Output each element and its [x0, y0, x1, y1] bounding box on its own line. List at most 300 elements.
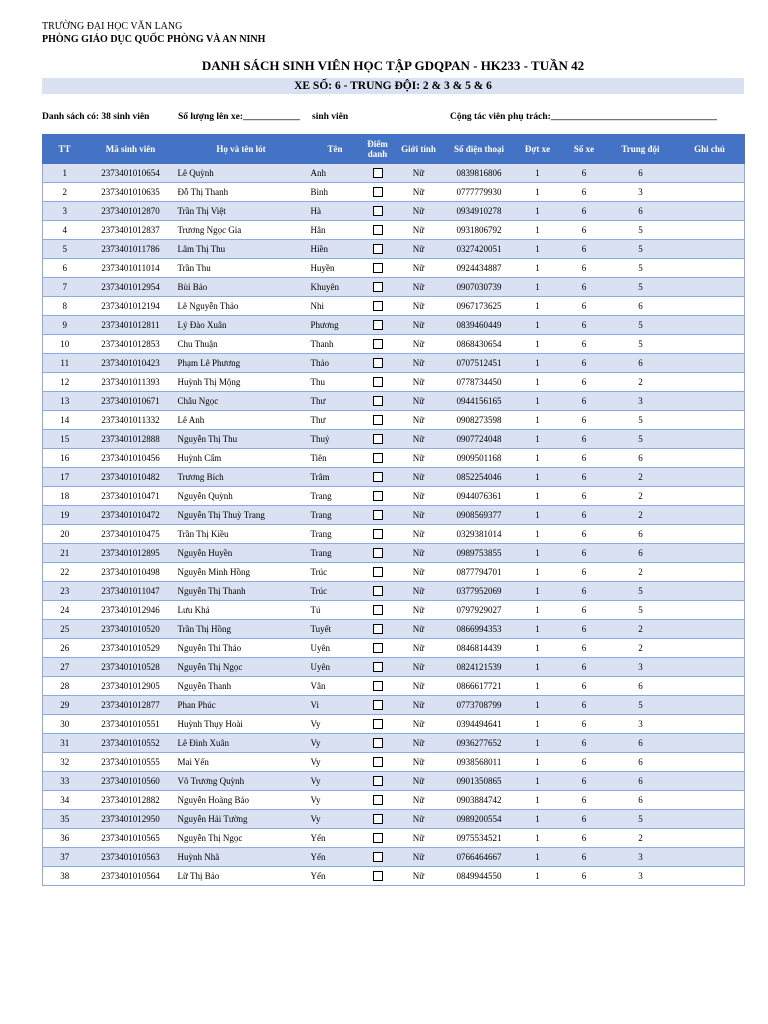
cell-trip: 1 [514, 696, 562, 715]
cell-first-name: Yến [308, 848, 363, 867]
cell-first-name: Vy [308, 734, 363, 753]
attendance-checkbox[interactable] [373, 681, 383, 691]
cell-phone: 0967173625 [445, 297, 514, 316]
cell-attendance [363, 240, 393, 259]
cell-attendance [363, 677, 393, 696]
cell-bus-no: 6 [562, 468, 607, 487]
cell-first-name: Hiền [308, 240, 363, 259]
table-row [43, 335, 745, 354]
cell-phone: 0931806792 [445, 221, 514, 240]
cell-student-id: 2373401011786 [87, 240, 175, 259]
cell-gender: Nữ [393, 354, 445, 373]
cell-tt: 35 [43, 810, 87, 829]
cell-bus-no: 6 [562, 183, 607, 202]
attendance-checkbox[interactable] [373, 871, 383, 881]
cell-surname: Nguyễn Thị Thu [175, 430, 308, 449]
cell-surname: Trần Thị Kiều [175, 525, 308, 544]
cell-platoon: 5 [607, 335, 675, 354]
cell-gender: Nữ [393, 316, 445, 335]
cell-first-name: Thuỷ [308, 430, 363, 449]
col-header: Họ và tên lót [175, 135, 308, 164]
cell-gender: Nữ [393, 449, 445, 468]
cell-note [675, 335, 745, 354]
cell-platoon: 5 [607, 278, 675, 297]
attendance-checkbox[interactable] [373, 624, 383, 634]
cell-gender: Nữ [393, 259, 445, 278]
cell-trip: 1 [514, 677, 562, 696]
table-row [43, 411, 745, 430]
cell-phone: 0766464667 [445, 848, 514, 867]
cell-gender: Nữ [393, 829, 445, 848]
table-row [43, 582, 745, 601]
cell-tt: 12 [43, 373, 87, 392]
cell-phone: 0778734450 [445, 373, 514, 392]
attendance-checkbox[interactable] [373, 529, 383, 539]
table-row [43, 183, 745, 202]
cell-note [675, 506, 745, 525]
cell-attendance [363, 715, 393, 734]
cell-tt: 27 [43, 658, 87, 677]
cell-phone: 0866994353 [445, 620, 514, 639]
cell-note [675, 677, 745, 696]
cell-attendance [363, 810, 393, 829]
cell-gender: Nữ [393, 468, 445, 487]
cell-student-id: 2373401010552 [87, 734, 175, 753]
cell-student-id: 2373401010564 [87, 867, 175, 886]
cell-note [675, 658, 745, 677]
cell-student-id: 2373401012837 [87, 221, 175, 240]
attendance-checkbox[interactable] [373, 567, 383, 577]
cell-first-name: Tiên [308, 449, 363, 468]
cell-tt: 8 [43, 297, 87, 316]
cell-gender: Nữ [393, 734, 445, 753]
cell-trip: 1 [514, 392, 562, 411]
cell-first-name: Vi [308, 696, 363, 715]
cell-gender: Nữ [393, 601, 445, 620]
list-count: Danh sách có: 38 sinh viên [42, 112, 150, 122]
cell-trip: 1 [514, 810, 562, 829]
cell-bus-no: 6 [562, 240, 607, 259]
table-row [43, 430, 745, 449]
bus-count-field: Số lượng lên xe:____________ [178, 112, 301, 122]
cell-first-name: Trúc [308, 563, 363, 582]
cell-student-id: 2373401010472 [87, 506, 175, 525]
attendance-checkbox[interactable] [373, 605, 383, 615]
cell-phone: 0866617721 [445, 677, 514, 696]
cell-phone: 0777779930 [445, 183, 514, 202]
cell-note [675, 829, 745, 848]
cell-student-id: 2373401010563 [87, 848, 175, 867]
cell-attendance [363, 696, 393, 715]
cell-attendance [363, 316, 393, 335]
cell-gender: Nữ [393, 430, 445, 449]
cell-trip: 1 [514, 202, 562, 221]
table-row [43, 278, 745, 297]
attendance-checkbox[interactable] [373, 301, 383, 311]
cell-note [675, 601, 745, 620]
cell-first-name: Trâm [308, 468, 363, 487]
cell-bus-no: 6 [562, 563, 607, 582]
table-row [43, 772, 745, 791]
cell-platoon: 3 [607, 867, 675, 886]
cell-student-id: 2373401011393 [87, 373, 175, 392]
cell-bus-no: 6 [562, 278, 607, 297]
table-row [43, 848, 745, 867]
cell-note [675, 791, 745, 810]
table-row [43, 487, 745, 506]
cell-first-name: Tuyết [308, 620, 363, 639]
attendance-checkbox[interactable] [373, 510, 383, 520]
cell-phone: 0868430654 [445, 335, 514, 354]
table-row [43, 810, 745, 829]
attendance-checkbox[interactable] [373, 415, 383, 425]
cell-first-name: Uyên [308, 658, 363, 677]
cell-student-id: 2373401010671 [87, 392, 175, 411]
cell-attendance [363, 563, 393, 582]
cell-trip: 1 [514, 829, 562, 848]
collaborator-field: Cộng tác viên phụ trách:___________________________________ [450, 112, 718, 122]
cell-attendance [363, 620, 393, 639]
cell-bus-no: 6 [562, 316, 607, 335]
cell-platoon: 3 [607, 658, 675, 677]
cell-gender: Nữ [393, 791, 445, 810]
cell-trip: 1 [514, 240, 562, 259]
cell-phone: 0377952069 [445, 582, 514, 601]
cell-attendance [363, 392, 393, 411]
cell-note [675, 411, 745, 430]
cell-attendance [363, 791, 393, 810]
cell-attendance [363, 335, 393, 354]
cell-phone: 0824121539 [445, 658, 514, 677]
cell-gender: Nữ [393, 240, 445, 259]
cell-platoon: 6 [607, 677, 675, 696]
col-header: TT [43, 135, 87, 164]
cell-note [675, 639, 745, 658]
cell-gender: Nữ [393, 753, 445, 772]
cell-surname: Lý Đào Xuân [175, 316, 308, 335]
cell-trip: 1 [514, 753, 562, 772]
attendance-checkbox[interactable] [373, 719, 383, 729]
cell-phone: 0989200554 [445, 810, 514, 829]
cell-tt: 18 [43, 487, 87, 506]
cell-platoon: 3 [607, 848, 675, 867]
attendance-checkbox[interactable] [373, 168, 383, 178]
cell-trip: 1 [514, 221, 562, 240]
cell-first-name: Vy [308, 715, 363, 734]
cell-trip: 1 [514, 658, 562, 677]
cell-student-id: 2373401012895 [87, 544, 175, 563]
cell-platoon: 6 [607, 297, 675, 316]
attendance-checkbox[interactable] [373, 453, 383, 463]
attendance-checkbox[interactable] [373, 738, 383, 748]
cell-bus-no: 6 [562, 259, 607, 278]
cell-note [675, 772, 745, 791]
cell-surname: Nguyễn Minh Hồng [175, 563, 308, 582]
attendance-checkbox[interactable] [373, 662, 383, 672]
cell-attendance [363, 183, 393, 202]
cell-bus-no: 6 [562, 335, 607, 354]
cell-bus-no: 6 [562, 487, 607, 506]
cell-note [675, 582, 745, 601]
cell-tt: 26 [43, 639, 87, 658]
attendance-checkbox[interactable] [373, 548, 383, 558]
cell-student-id: 2373401010529 [87, 639, 175, 658]
cell-bus-no: 6 [562, 544, 607, 563]
cell-bus-no: 6 [562, 658, 607, 677]
cell-note [675, 734, 745, 753]
cell-surname: Mai Yến [175, 753, 308, 772]
cell-attendance [363, 829, 393, 848]
cell-attendance [363, 544, 393, 563]
cell-note [675, 373, 745, 392]
cell-attendance [363, 202, 393, 221]
cell-note [675, 183, 745, 202]
table-row [43, 791, 745, 810]
attendance-checkbox[interactable] [373, 700, 383, 710]
cell-surname: Phạm Lê Phương [175, 354, 308, 373]
attendance-checkbox[interactable] [373, 434, 383, 444]
cell-note [675, 449, 745, 468]
cell-note [675, 563, 745, 582]
cell-surname: Trần Thị Hồng [175, 620, 308, 639]
cell-platoon: 3 [607, 392, 675, 411]
cell-first-name: Vân [308, 677, 363, 696]
cell-platoon: 3 [607, 715, 675, 734]
table-row [43, 297, 745, 316]
cell-tt: 6 [43, 259, 87, 278]
cell-bus-no: 6 [562, 791, 607, 810]
cell-student-id: 2373401011047 [87, 582, 175, 601]
cell-surname: Nguyễn Thị Ngọc [175, 829, 308, 848]
cell-trip: 1 [514, 582, 562, 601]
cell-student-id: 2373401010471 [87, 487, 175, 506]
cell-student-id: 2373401012946 [87, 601, 175, 620]
table-row [43, 373, 745, 392]
cell-platoon: 6 [607, 791, 675, 810]
cell-attendance [363, 867, 393, 886]
attendance-checkbox[interactable] [373, 852, 383, 862]
cell-attendance [363, 582, 393, 601]
cell-first-name: Vy [308, 810, 363, 829]
cell-first-name: Yến [308, 829, 363, 848]
cell-tt: 33 [43, 772, 87, 791]
document-title: DANH SÁCH SINH VIÊN HỌC TẬP GDQPAN - HK233 - TUẦN 42 [201, 58, 585, 73]
cell-trip: 1 [514, 506, 562, 525]
cell-bus-no: 6 [562, 829, 607, 848]
cell-note [675, 316, 745, 335]
attendance-checkbox[interactable] [373, 757, 383, 767]
cell-surname: Phan Phúc [175, 696, 308, 715]
cell-attendance [363, 753, 393, 772]
cell-attendance [363, 164, 393, 183]
cell-trip: 1 [514, 601, 562, 620]
col-header: Ghi chú [675, 135, 745, 164]
cell-surname: Trương Ngọc Gia [175, 221, 308, 240]
cell-attendance [363, 848, 393, 867]
cell-tt: 32 [43, 753, 87, 772]
cell-tt: 30 [43, 715, 87, 734]
attendance-checkbox[interactable] [373, 358, 383, 368]
cell-platoon: 2 [607, 373, 675, 392]
cell-bus-no: 6 [562, 297, 607, 316]
attendance-checkbox[interactable] [373, 225, 383, 235]
cell-gender: Nữ [393, 620, 445, 639]
attendance-checkbox[interactable] [373, 795, 383, 805]
cell-platoon: 2 [607, 563, 675, 582]
cell-first-name: Trang [308, 487, 363, 506]
cell-note [675, 430, 745, 449]
table-row [43, 715, 745, 734]
cell-bus-no: 6 [562, 753, 607, 772]
table-row [43, 525, 745, 544]
cell-platoon: 5 [607, 810, 675, 829]
cell-gender: Nữ [393, 335, 445, 354]
cell-tt: 23 [43, 582, 87, 601]
attendance-checkbox[interactable] [373, 491, 383, 501]
cell-phone: 0944076361 [445, 487, 514, 506]
cell-first-name: Yến [308, 867, 363, 886]
cell-tt: 20 [43, 525, 87, 544]
attendance-checkbox[interactable] [373, 643, 383, 653]
cell-trip: 1 [514, 354, 562, 373]
cell-gender: Nữ [393, 772, 445, 791]
cell-bus-no: 6 [562, 848, 607, 867]
table-row [43, 221, 745, 240]
cell-phone: 0901350865 [445, 772, 514, 791]
attendance-checkbox[interactable] [373, 586, 383, 596]
attendance-checkbox[interactable] [373, 339, 383, 349]
cell-platoon: 5 [607, 221, 675, 240]
cell-phone: 0936277652 [445, 734, 514, 753]
cell-student-id: 2373401012882 [87, 791, 175, 810]
attendance-checkbox[interactable] [373, 377, 383, 387]
cell-bus-no: 6 [562, 506, 607, 525]
cell-platoon: 2 [607, 506, 675, 525]
attendance-checkbox[interactable] [373, 320, 383, 330]
cell-first-name: Vy [308, 791, 363, 810]
cell-attendance [363, 772, 393, 791]
attendance-checkbox[interactable] [373, 206, 383, 216]
cell-platoon: 2 [607, 487, 675, 506]
cell-trip: 1 [514, 525, 562, 544]
cell-note [675, 202, 745, 221]
cell-phone: 0924434887 [445, 259, 514, 278]
cell-trip: 1 [514, 487, 562, 506]
table-row [43, 468, 745, 487]
attendance-checkbox[interactable] [373, 472, 383, 482]
cell-platoon: 6 [607, 525, 675, 544]
table-row [43, 620, 745, 639]
cell-trip: 1 [514, 468, 562, 487]
cell-surname: Bùi Bảo [175, 278, 308, 297]
cell-bus-no: 6 [562, 411, 607, 430]
table-row [43, 544, 745, 563]
cell-tt: 9 [43, 316, 87, 335]
attendance-checkbox[interactable] [373, 814, 383, 824]
cell-first-name: Thanh [308, 335, 363, 354]
cell-gender: Nữ [393, 392, 445, 411]
cell-attendance [363, 278, 393, 297]
cell-trip: 1 [514, 411, 562, 430]
attendance-checkbox[interactable] [373, 187, 383, 197]
attendance-checkbox[interactable] [373, 396, 383, 406]
cell-gender: Nữ [393, 487, 445, 506]
table-row [43, 753, 745, 772]
attendance-checkbox[interactable] [373, 833, 383, 843]
table-row [43, 392, 745, 411]
cell-student-id: 2373401012954 [87, 278, 175, 297]
cell-student-id: 2373401010475 [87, 525, 175, 544]
col-header: Trung đội [607, 135, 675, 164]
attendance-checkbox[interactable] [373, 282, 383, 292]
cell-surname: Lê Nguyễn Thảo [175, 297, 308, 316]
cell-student-id: 2373401012905 [87, 677, 175, 696]
cell-student-id: 2373401012877 [87, 696, 175, 715]
cell-tt: 10 [43, 335, 87, 354]
cell-note [675, 715, 745, 734]
cell-student-id: 2373401010456 [87, 449, 175, 468]
cell-phone: 0707512451 [445, 354, 514, 373]
cell-note [675, 810, 745, 829]
table-row [43, 354, 745, 373]
cell-platoon: 5 [607, 430, 675, 449]
cell-attendance [363, 658, 393, 677]
cell-gender: Nữ [393, 563, 445, 582]
cell-tt: 17 [43, 468, 87, 487]
cell-first-name: Thư [308, 392, 363, 411]
cell-gender: Nữ [393, 278, 445, 297]
cell-first-name: Huyền [308, 259, 363, 278]
cell-tt: 1 [43, 164, 87, 183]
cell-phone: 0944156165 [445, 392, 514, 411]
cell-student-id: 2373401012194 [87, 297, 175, 316]
cell-surname: Nguyễn Hải Tường [175, 810, 308, 829]
cell-trip: 1 [514, 259, 562, 278]
cell-surname: Huỳnh Thụy Hoài [175, 715, 308, 734]
cell-first-name: Phương [308, 316, 363, 335]
cell-tt: 13 [43, 392, 87, 411]
cell-phone: 0934910278 [445, 202, 514, 221]
university-name: TRƯỜNG ĐẠI HỌC VĂN LANG [42, 21, 183, 32]
cell-surname: Lê Anh [175, 411, 308, 430]
attendance-checkbox[interactable] [373, 776, 383, 786]
cell-first-name: Nhi [308, 297, 363, 316]
cell-note [675, 278, 745, 297]
cell-trip: 1 [514, 449, 562, 468]
cell-platoon: 6 [607, 164, 675, 183]
cell-platoon: 6 [607, 202, 675, 221]
cell-attendance [363, 734, 393, 753]
cell-trip: 1 [514, 335, 562, 354]
cell-attendance [363, 449, 393, 468]
attendance-checkbox[interactable] [373, 244, 383, 254]
cell-gender: Nữ [393, 373, 445, 392]
table-row [43, 563, 745, 582]
cell-trip: 1 [514, 430, 562, 449]
attendance-checkbox[interactable] [373, 263, 383, 273]
cell-attendance [363, 525, 393, 544]
cell-tt: 19 [43, 506, 87, 525]
cell-surname: Nguyễn Thị Thanh [175, 582, 308, 601]
cell-platoon: 6 [607, 449, 675, 468]
cell-surname: Huỳnh Cẩm [175, 449, 308, 468]
cell-bus-no: 6 [562, 221, 607, 240]
table-row [43, 240, 745, 259]
cell-bus-no: 6 [562, 582, 607, 601]
col-header: Mã sinh viên [87, 135, 175, 164]
cell-student-id: 2373401012811 [87, 316, 175, 335]
cell-note [675, 240, 745, 259]
